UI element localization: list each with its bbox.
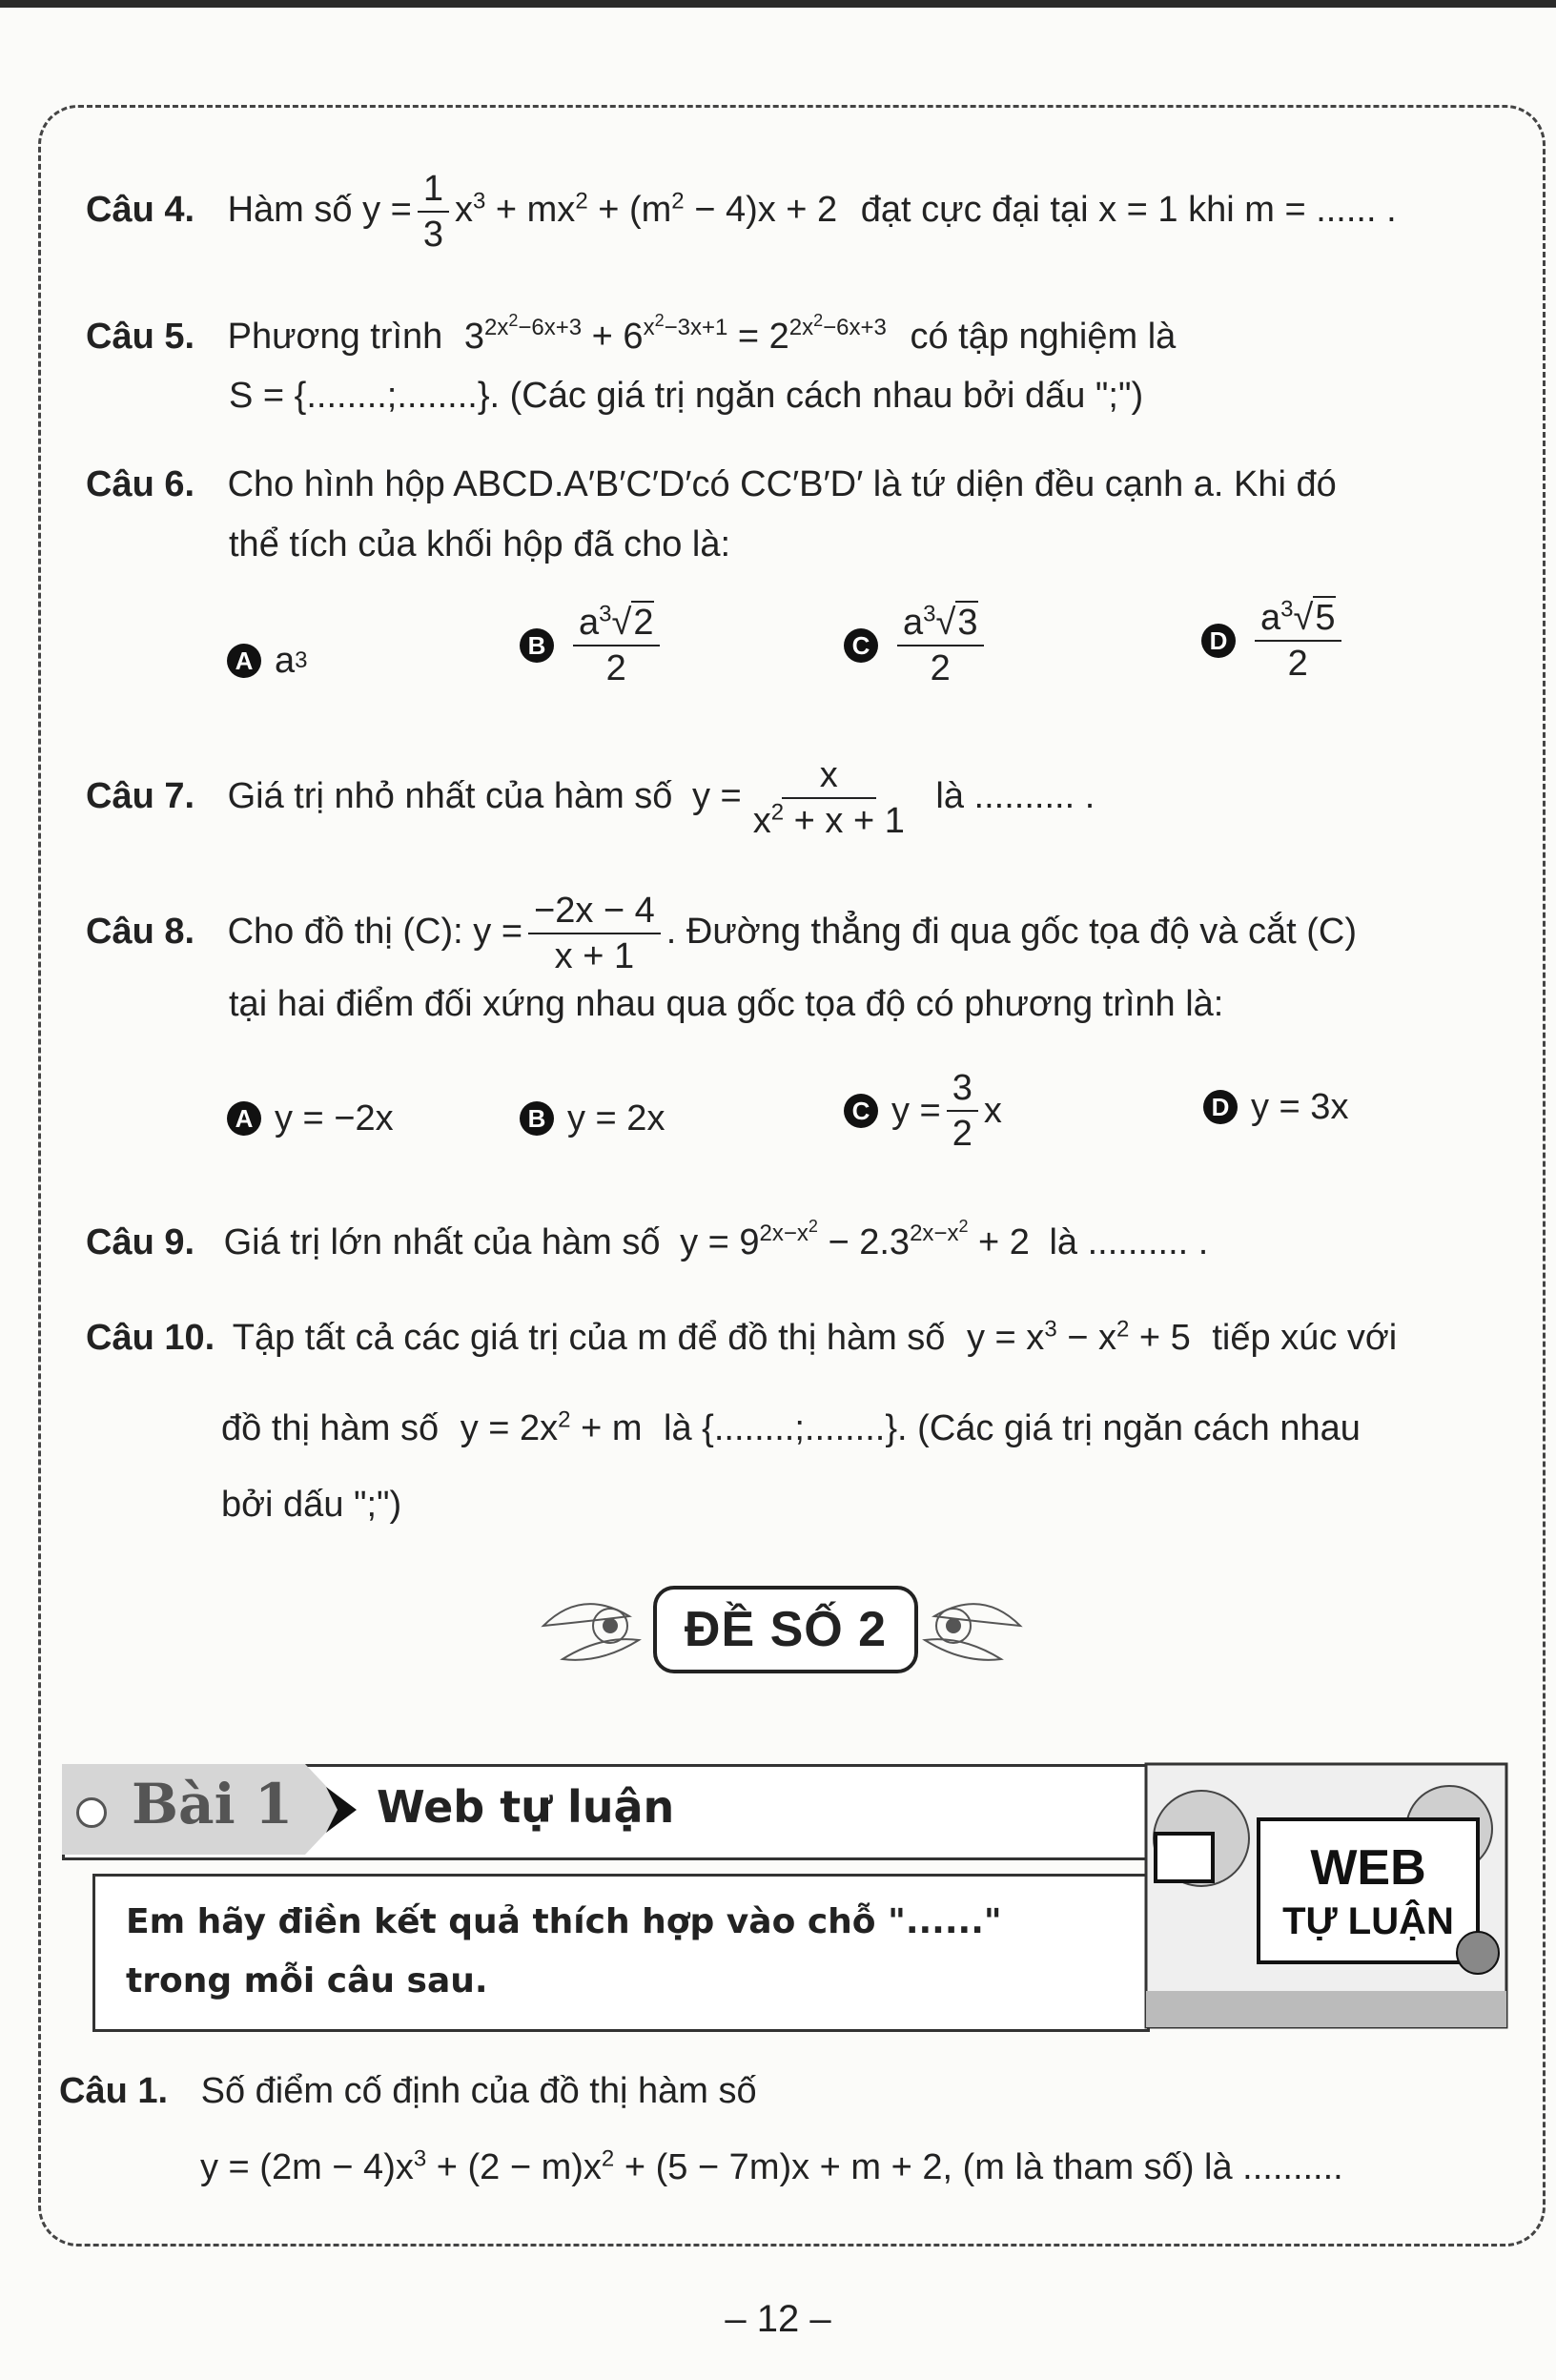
q10-line2-gx: y = 2x — [460, 1408, 559, 1448]
top-edge-bar — [0, 0, 1556, 8]
question-4-text: Hàm số — [227, 190, 353, 231]
q4-eq: y = — [362, 190, 412, 231]
q9-plus2: + 2 — [968, 1222, 1030, 1262]
pic-tuluan-label: TỰ LUẬN — [1282, 1900, 1454, 1942]
question-10-text: Tập tất cả các giá trị của m để đồ thị hàm số — [232, 1318, 946, 1358]
question-8-text: Cho đồ thị (C): y = — [227, 912, 523, 953]
q8-post: . Đường thẳng đi qua gốc tọa độ và cắt (C) — [665, 912, 1357, 953]
q6-d-den: 2 — [1287, 644, 1308, 684]
q8-c-fraction — [947, 1066, 978, 1156]
q4-exp2b: 2 — [671, 188, 685, 215]
q9-exp2-sq: 2 — [958, 1217, 969, 1237]
q6-b-exp: 3 — [599, 601, 612, 627]
q6-c-fraction: $\frac{a^3√3}{2}$ — [897, 601, 984, 690]
q5-exp1: 2x — [484, 315, 509, 341]
q6-c-a: a — [903, 603, 924, 643]
q10-line2-m: + m — [570, 1408, 643, 1448]
q8-b-text: y = 2x — [567, 1098, 665, 1139]
q5-exp3-sq: 2 — [813, 311, 824, 331]
exam-number-title: ĐỀ SỐ 2 — [653, 1586, 918, 1673]
q8-fraction — [528, 889, 661, 978]
question-8-line2: tại hai điểm đối xứng nhau qua gốc tọa độ có phương trình là: — [229, 984, 1224, 1024]
q8-c-den: 2 — [952, 1114, 972, 1154]
q10-minus-x: − x — [1056, 1318, 1116, 1358]
q6-d-fraction: $\frac{a^3√5}{2}$ — [1255, 596, 1341, 686]
q6-option-b[interactable] — [520, 601, 665, 690]
question-8 — [86, 889, 1357, 978]
question-5-label: Câu 5. — [86, 317, 195, 357]
q4-exp2: 2 — [575, 188, 588, 215]
question-8-label: Câu 8. — [86, 912, 195, 953]
q8-option-a[interactable] — [227, 1097, 394, 1140]
question-6-line1: Cho hình hộp ABCD.A′B′C′D′có CC′B′D′ là tứ diện đều cạnh a. Khi đó — [227, 464, 1337, 504]
q4-frac-den: 3 — [422, 215, 443, 255]
q6-b-root: 2 — [633, 603, 654, 643]
q7-post: là .......... . — [935, 776, 1095, 817]
q7-den-exp: 2 — [770, 799, 785, 826]
q8-c-num: 3 — [947, 1066, 978, 1112]
q4-m: + (m — [587, 190, 672, 231]
q1-term2: + (2 − m)x — [426, 2147, 602, 2187]
q5-exp1-sq: 2 — [508, 311, 519, 331]
question-7 — [86, 753, 1095, 843]
q4-tail: − 4)x + 2 — [684, 190, 838, 231]
q1-term3: + (5 − 7m)x + m + 2, (m là tham số) là .......... — [614, 2147, 1343, 2187]
q6-c-exp: 3 — [923, 601, 936, 627]
web-illustration-icon — [1144, 1762, 1508, 2029]
q7-fraction — [747, 753, 911, 843]
q10-plus5: + 5 — [1129, 1318, 1191, 1358]
q8-c-post: x — [983, 1091, 1002, 1131]
q6-d-exp: 3 — [1280, 596, 1294, 623]
question-10-label: Câu 10. — [86, 1318, 215, 1358]
q5-exp1-tail: −6x+3 — [518, 315, 583, 341]
question-4 — [86, 167, 1397, 256]
question-6 — [86, 462, 1337, 506]
q6-c-root: 3 — [957, 603, 978, 643]
q9-exp1-sq: 2 — [808, 1217, 818, 1237]
q5-exp3-tail: −6x+3 — [823, 315, 887, 341]
question-1-line2 — [200, 2145, 1343, 2189]
lesson-tag-label: Bài 1 — [132, 1772, 294, 1836]
q8-badge-d: D — [1203, 1090, 1238, 1124]
q6-badge-a: A — [227, 644, 261, 678]
question-9-text: Giá trị lớn nhất của hàm số — [223, 1222, 661, 1262]
q1-exp3: 3 — [413, 2145, 427, 2172]
q8-badge-a: A — [227, 1101, 261, 1136]
q8-d-text: y = 3x — [1251, 1087, 1349, 1127]
q6-d-root: 5 — [1315, 598, 1336, 638]
q10-post: tiếp xúc với — [1212, 1318, 1398, 1358]
q6-c-den: 2 — [930, 648, 951, 688]
q7-den-x: x — [752, 801, 771, 841]
q7-den-tail: + x + 1 — [784, 801, 905, 841]
q10-line2-exp: 2 — [558, 1406, 571, 1433]
question-10-line3: bởi dấu ";") — [221, 1485, 402, 1525]
q6-badge-c: C — [844, 628, 878, 663]
question-6-line2: thể tích của khối hộp đã cho là: — [229, 524, 731, 564]
q10-line2-a: đồ thị hàm số — [221, 1408, 440, 1448]
question-10-line2 — [221, 1406, 1361, 1450]
q9-post: là .......... . — [1049, 1222, 1209, 1262]
question-5-text: Phương trình — [227, 317, 443, 357]
q4-mx: + mx — [485, 190, 576, 231]
question-7-text: Giá trị nhỏ nhất của hàm số — [227, 776, 673, 817]
q8-option-d[interactable] — [1203, 1085, 1348, 1129]
q4-post: đạt cực đại tại x = 1 khi m = ...... . — [860, 190, 1397, 231]
q6-d-a: a — [1260, 598, 1281, 638]
question-7-label: Câu 7. — [86, 776, 195, 817]
q8-a-text: y = −2x — [275, 1098, 394, 1139]
question-1-label: Câu 1. — [59, 2071, 169, 2111]
q6-option-a[interactable]: A a 3 — [227, 639, 308, 683]
q5-post: có tập nghiệm là — [910, 317, 1177, 357]
q6-option-c[interactable] — [844, 601, 990, 690]
q7-eq: y = — [692, 776, 742, 817]
chevron-right-icon — [322, 1785, 360, 1835]
question-10 — [86, 1316, 1397, 1360]
q8-badge-c: C — [844, 1094, 878, 1128]
question-9 — [86, 1217, 1209, 1264]
q9-base3: − 2.3 — [817, 1222, 911, 1262]
q10-exp3: 3 — [1044, 1316, 1057, 1343]
q5-plus6: + 6 — [582, 317, 644, 357]
question-9-label: Câu 9. — [86, 1222, 195, 1262]
question-1-line1: Số điểm cố định của đồ thị hàm số — [200, 2071, 757, 2111]
q5-exp3: 2x — [788, 315, 814, 341]
q8-num: −2x − 4 — [528, 889, 661, 934]
q9-exp2: 2x−x — [910, 1221, 959, 1247]
q10-line2-tail: là {........;........}. (Các giá trị ngăn cách nhau — [664, 1408, 1361, 1448]
exam-section-banner — [534, 1569, 1030, 1683]
lesson-title: Web tự luận — [377, 1781, 675, 1833]
q5-base1: 3 — [463, 317, 485, 357]
page-number: – 12 – — [725, 2298, 831, 2340]
question-5 — [86, 311, 1177, 359]
q1-exp2: 2 — [601, 2145, 615, 2172]
q6-b-fraction: $\frac{a^3√2}{2}$ — [573, 601, 660, 690]
question-1 — [59, 2069, 757, 2113]
q4-fraction — [418, 167, 449, 256]
q6-a-base: a — [275, 641, 296, 681]
q8-option-c[interactable] — [844, 1066, 1002, 1156]
q5-exp2: x — [643, 315, 655, 341]
pic-web-label: WEB — [1310, 1840, 1426, 1896]
q1-term1: y = (2m − 4)x — [200, 2147, 414, 2187]
q10-fx: y = x — [967, 1318, 1045, 1358]
q5-exp2-tail: −3x+1 — [664, 315, 728, 341]
q5-exp2-sq: 2 — [654, 311, 665, 331]
q6-option-d[interactable] — [1201, 596, 1347, 686]
q4-exp3: 3 — [472, 188, 486, 215]
q6-b-a: a — [579, 603, 600, 643]
q5-eq2: = 2 — [727, 317, 789, 357]
q8-den: x + 1 — [554, 936, 635, 976]
instruction-text: Em hãy điền kết quả thích hợp vào chỗ "......" trong mỗi câu sau. — [126, 1902, 1002, 2000]
q6-b-den: 2 — [605, 648, 626, 688]
q9-base9: y = 9 — [680, 1222, 760, 1262]
q7-num: x — [782, 753, 876, 799]
q6-badge-b: B — [520, 628, 554, 663]
q9-exp1: 2x−x — [759, 1221, 809, 1247]
q10-exp2: 2 — [1116, 1316, 1130, 1343]
question-5-line2: S = {........;........}. (Các giá trị ngăn cách nhau bởi dấu ";") — [229, 376, 1144, 416]
q6-badge-d: D — [1201, 624, 1236, 658]
q8-badge-b: B — [520, 1101, 554, 1136]
q8-option-b[interactable] — [520, 1097, 665, 1140]
lesson-bullet-icon — [76, 1797, 107, 1828]
question-6-label: Câu 6. — [86, 464, 195, 504]
question-4-label: Câu 4. — [86, 190, 195, 231]
q4-x: x — [454, 190, 473, 231]
q8-c-pre: y = — [891, 1091, 941, 1131]
q4-frac-num: 1 — [418, 167, 449, 213]
